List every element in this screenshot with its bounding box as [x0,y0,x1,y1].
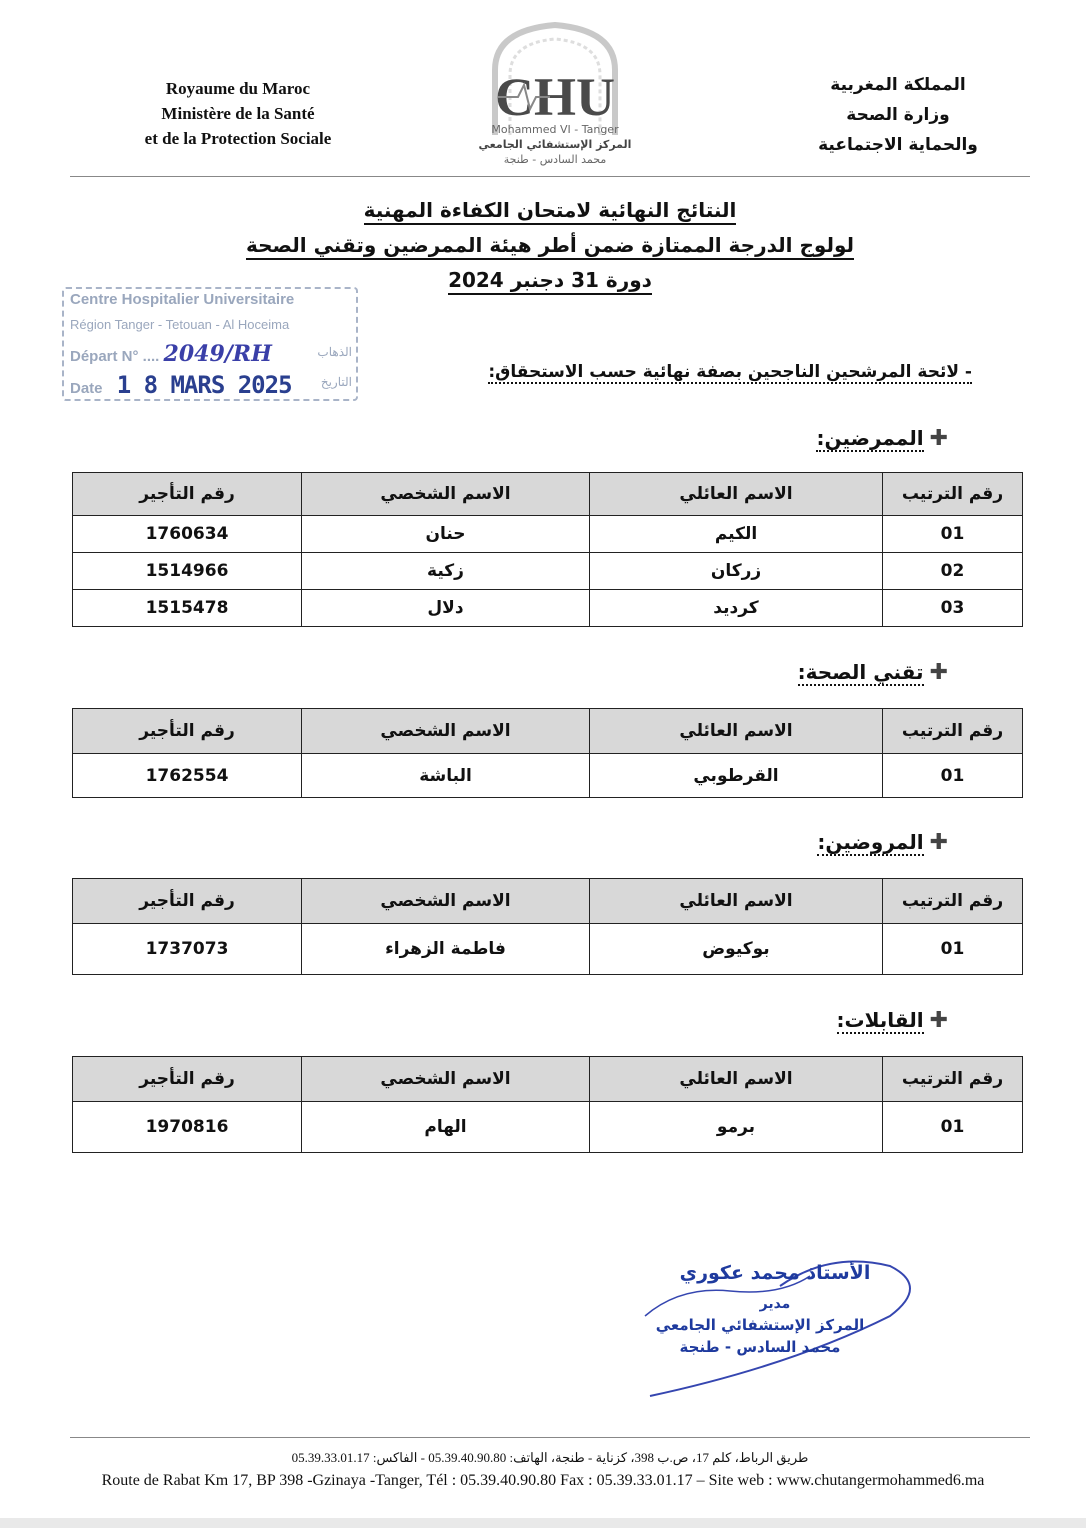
table-row: 01 بوكيوض فاطمة الزهراء 1737073 [73,924,1023,975]
table-row: 01 القرطوبي الباشة 1762554 [73,754,1023,798]
col-payroll: رقم التأجير [73,473,302,516]
table-header-row: رقم الترتيب الاسم العائلي الاسم الشخصي رقم التأجير [73,1057,1023,1102]
header-arabic [798,70,998,160]
table-row: 03 كرديد دلال 1515478 [73,590,1023,627]
list-title: - لائحة المرشحين الناجحين بصفة نهائية حسب الاستحقاق: [488,362,972,382]
signature-title: مدير [759,1296,791,1312]
bullet-icon: ✚ [929,1008,948,1033]
header-fr-line: et de la Protection Sociale [144,129,332,148]
header-french [108,76,368,151]
bullet-icon: ✚ [929,426,948,451]
header-ar-line: والحماية الاجتماعية [818,135,978,155]
header-fr-line: Ministère de la Santé [161,104,315,123]
table-row: 01 برمو الهام 1970816 [73,1102,1023,1153]
bullet-icon: ✚ [929,660,948,685]
bullet-icon: ✚ [929,830,948,855]
table-header-row [73,473,1023,516]
table-nurses [72,472,1023,627]
section-title-health-tech: ✚تقني الصحة: [797,660,948,685]
footer-french: Route de Rabat Km 17, BP 398 -Gzinaya -Tanger, Tél : 05.39.40.90.80 Fax : 05.39.33.01.17 – Site web : www.chutangermohammed6.ma [101,1472,985,1489]
signature-name: الأستاذ محمد عكوري [679,1262,871,1284]
table-health-tech [72,708,1023,798]
signature-city: محمد السادس - طنجة [679,1338,841,1356]
table-row: 02 زركان زكية 1514966 [73,553,1023,590]
stamp-date: Date 1 8 MARS 2025 [70,371,292,399]
section-title-nurses: ✚الممرضين: [816,426,948,451]
header-ar-line: المملكة المغربية [830,75,966,95]
header-fr-line: Royaume du Maroc [165,79,311,98]
signature-org: المركز الإستشفائي الجامعي [655,1316,865,1334]
table-midwives [72,1056,1023,1153]
footer-divider [70,1437,1030,1438]
stamp-line-1: Centre Hospitalier Universitaire [70,291,295,308]
table-header-row: رقم الترتيب الاسم العائلي الاسم الشخصي رقم التأجير [73,709,1023,754]
title-line-1: النتائج النهائية لامتحان الكفاءة المهنية [150,198,950,222]
title-line-2: لولوج الدرجة الممتازة ضمن أطر هيئة الممرضين وتقني الصحة [150,233,950,257]
logo-ar2: محمد السادس - طنجة [503,153,607,166]
logo-sub: Mohammed VI - Tanger [491,123,619,136]
stamp-ar-depart: الذهاب [317,345,352,359]
scan-edge [0,1518,1086,1528]
header-ar-line: وزارة الصحة [846,105,950,125]
col-first-name: الاسم الشخصي [302,473,590,516]
stamp-date-value: 1 8 MARS 2025 [116,371,292,399]
stamp-ar-date: التاريخ [320,375,352,389]
table-physio [72,878,1023,975]
section-title-midwives: ✚القابلات: [836,1008,948,1033]
logo-main: CHU [495,67,615,127]
table-row: 01 الكيم حنان 1760634 [73,516,1023,553]
stamp-depart-number: 2049/RH [163,341,272,367]
title-line-3: دورة 31 دجنبر 2024 [150,268,950,292]
col-family-name: الاسم العائلي [590,473,883,516]
registration-stamp [62,287,358,401]
table-header-row: رقم الترتيب الاسم العائلي الاسم الشخصي رقم التأجير [73,879,1023,924]
section-title-physio: ✚المروضين: [817,830,948,855]
footer-arabic: طريق الرباط، كلم 17، ص.ب 398، كزناية - طنجة، الهاتف: 05.39.40.90.80 - الفاكس: 05.39.33.01.17 [291,1450,809,1465]
header-divider [70,176,1030,177]
col-rank: رقم الترتيب [883,473,1023,516]
stamp-line-2: Région Tanger - Tetouan - Al Hoceima [70,317,290,332]
chu-logo [470,15,640,175]
stamp-depart: Départ N° .... 2049/RH [70,341,272,367]
logo-ar1: المركز الإستشفائي الجامعي [478,138,632,151]
